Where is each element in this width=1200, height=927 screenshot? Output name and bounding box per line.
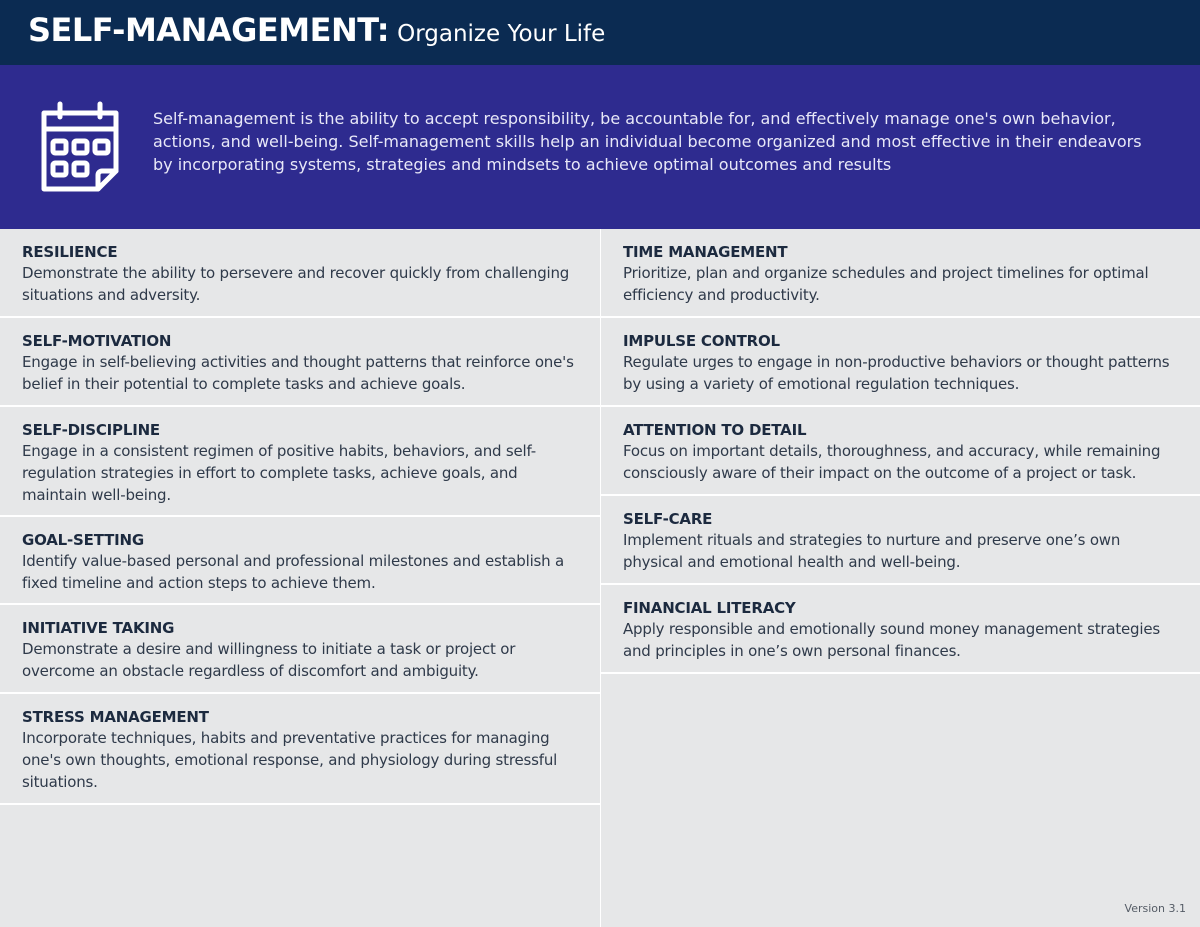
skill-title: RESILIENCE: [22, 243, 118, 261]
skill-title: FINANCIAL LITERACY: [623, 599, 796, 617]
skill-description: Prioritize, plan and organize schedules and project timelines for optimal efficiency and productivity.: [623, 264, 1149, 304]
skill-item-initiative-taking: [0, 605, 600, 694]
skill-title: ATTENTION TO DETAIL: [623, 421, 807, 439]
skill-description: Engage in self-believing activities and thought patterns that reinforce one's belief in their potential to complete tasks and achieve goals.: [22, 353, 574, 393]
skill-item-resilience: [0, 229, 600, 318]
page-title-bold: SELF-MANAGEMENT:: [28, 11, 390, 49]
skill-item-stress-management: [0, 694, 600, 805]
skill-title: SELF-CARE: [623, 510, 713, 528]
skill-description: Regulate urges to engage in non-productive behaviors or thought patterns by using a variety of emotional regulation techniques.: [623, 353, 1170, 393]
left-column: [0, 229, 600, 927]
skill-title: SELF-DISCIPLINE: [22, 421, 160, 439]
skill-title: IMPULSE CONTROL: [623, 332, 780, 350]
skill-item-self-care: [601, 496, 1200, 585]
skill-title: TIME MANAGEMENT: [623, 243, 788, 261]
page-header: [0, 0, 1200, 65]
skill-description: Engage in a consistent regimen of positive habits, behaviors, and self-regulation strategies in effort to complete tasks, achieve goals, and maintain well-being.: [22, 442, 536, 504]
skill-description: Apply responsible and emotionally sound money management strategies and principles in one’s own personal finances.: [623, 620, 1160, 660]
skill-item-financial-literacy: [601, 585, 1200, 674]
skill-item-attention-to-detail: [601, 407, 1200, 496]
skill-title: STRESS MANAGEMENT: [22, 708, 209, 726]
skill-description: Demonstrate the ability to persevere and recover quickly from challenging situations and adversity.: [22, 264, 570, 304]
skill-title: SELF-MOTIVATION: [22, 332, 172, 350]
right-column: [601, 229, 1200, 927]
skill-item-self-discipline: [0, 407, 600, 517]
skill-description: Identify value-based personal and professional milestones and establish a fixed timeline and action steps to achieve them.: [22, 552, 565, 592]
skill-title: GOAL-SETTING: [22, 531, 144, 549]
page-title: [28, 11, 606, 49]
skill-item-self-motivation: [0, 318, 600, 407]
calendar-icon: [36, 101, 124, 193]
skill-description: Demonstrate a desire and willingness to initiate a task or project or overcome an obstacle regardless of discomfort and ambiguity.: [22, 640, 516, 680]
page-title-light: Organize Your Life: [397, 21, 606, 47]
skill-item-time-management: [601, 229, 1200, 318]
skill-description: Implement rituals and strategies to nurture and preserve one’s own physical and emotional health and well-being.: [623, 531, 1121, 571]
skill-description: Focus on important details, thoroughness, and accuracy, while remaining consciously aware of their impact on the outcome of a project or task.: [623, 442, 1161, 482]
skill-item-impulse-control: [601, 318, 1200, 407]
skill-item-goal-setting: [0, 517, 600, 605]
version-label: Version 3.1: [1124, 902, 1186, 915]
skill-description: Incorporate techniques, habits and preventative practices for managing one's own thoughts, emotional response, and physiology during stressful situations.: [22, 729, 558, 791]
intro-text: Self-management is the ability to accept responsibility, be accountable for, and effectively manage one's own behavior, actions, and well-being. Self-management skills help an individual become organized and most effective in their endeavors by incorporating systems, strategies and mindsets to achieve optimal outcomes and results: [153, 109, 1142, 174]
skill-title: INITIATIVE TAKING: [22, 619, 175, 637]
